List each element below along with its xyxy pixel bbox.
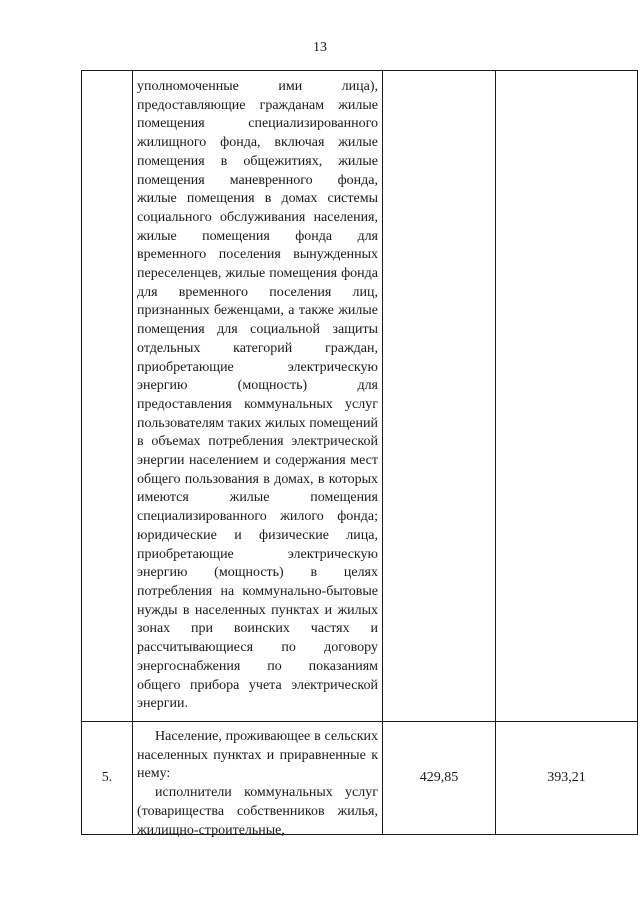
row-description [133, 722, 382, 838]
row-value2: 393,21 [547, 769, 586, 785]
table-row [82, 71, 638, 722]
row-number-cell [82, 71, 133, 722]
row-value1-cell [383, 722, 496, 835]
row-value1-cell [383, 71, 496, 722]
row-value1: 429,85 [419, 769, 459, 785]
table-row [82, 722, 638, 835]
row-number-cell [82, 722, 133, 835]
row-value2-cell [496, 722, 638, 835]
row-value2-cell [496, 71, 638, 722]
row-description-cell [133, 71, 383, 722]
row-description-cell [133, 722, 383, 838]
tariff-table [81, 70, 638, 838]
row-number: 5. [101, 769, 113, 785]
row-description: уполномоченные ими лица), предоставляющие гражданам жилые помещения специализированного жилищного фонда, включая жилые помещения в общежитиях, жилые помещения маневренного фонда, жилые помещения в домах системы социального обслуживания населения, жилые помещения фонда для временного поселения вынужденных переселенцев, жилые помещения фонда для временного поселения лиц, признанных беженцами, а также жилые помещения для социальной защиты отдельных категорий граждан, приобретающие электрическую энергию (мощность) для предоставления коммунальных услуг пользователям таких жилых помещений в объемах потребления электрической энергии населением и содержания мест общего пользования в домах, в которых имеются жилые помещения специализированного жилого фонда; юридические и физические лица, приобретающие электрическую энергию (мощность) в целях потребления на коммунально-бытовые нужды в населенных пунктах и жилых зонах при воинских частях и рассчитывающиеся по договору энергоснабжения по показаниям общего прибора учета электрической энергии. [137, 79, 378, 712]
page-number: 13 [313, 40, 327, 55]
row-description-paragraph-1: Население, проживающее в сельских населенных пунктах и приравненные к нему: [137, 729, 378, 782]
row-description-paragraph-2: исполнители коммунальных услуг (товарищества собственников жилья, жилищно-строительные, [137, 785, 378, 838]
